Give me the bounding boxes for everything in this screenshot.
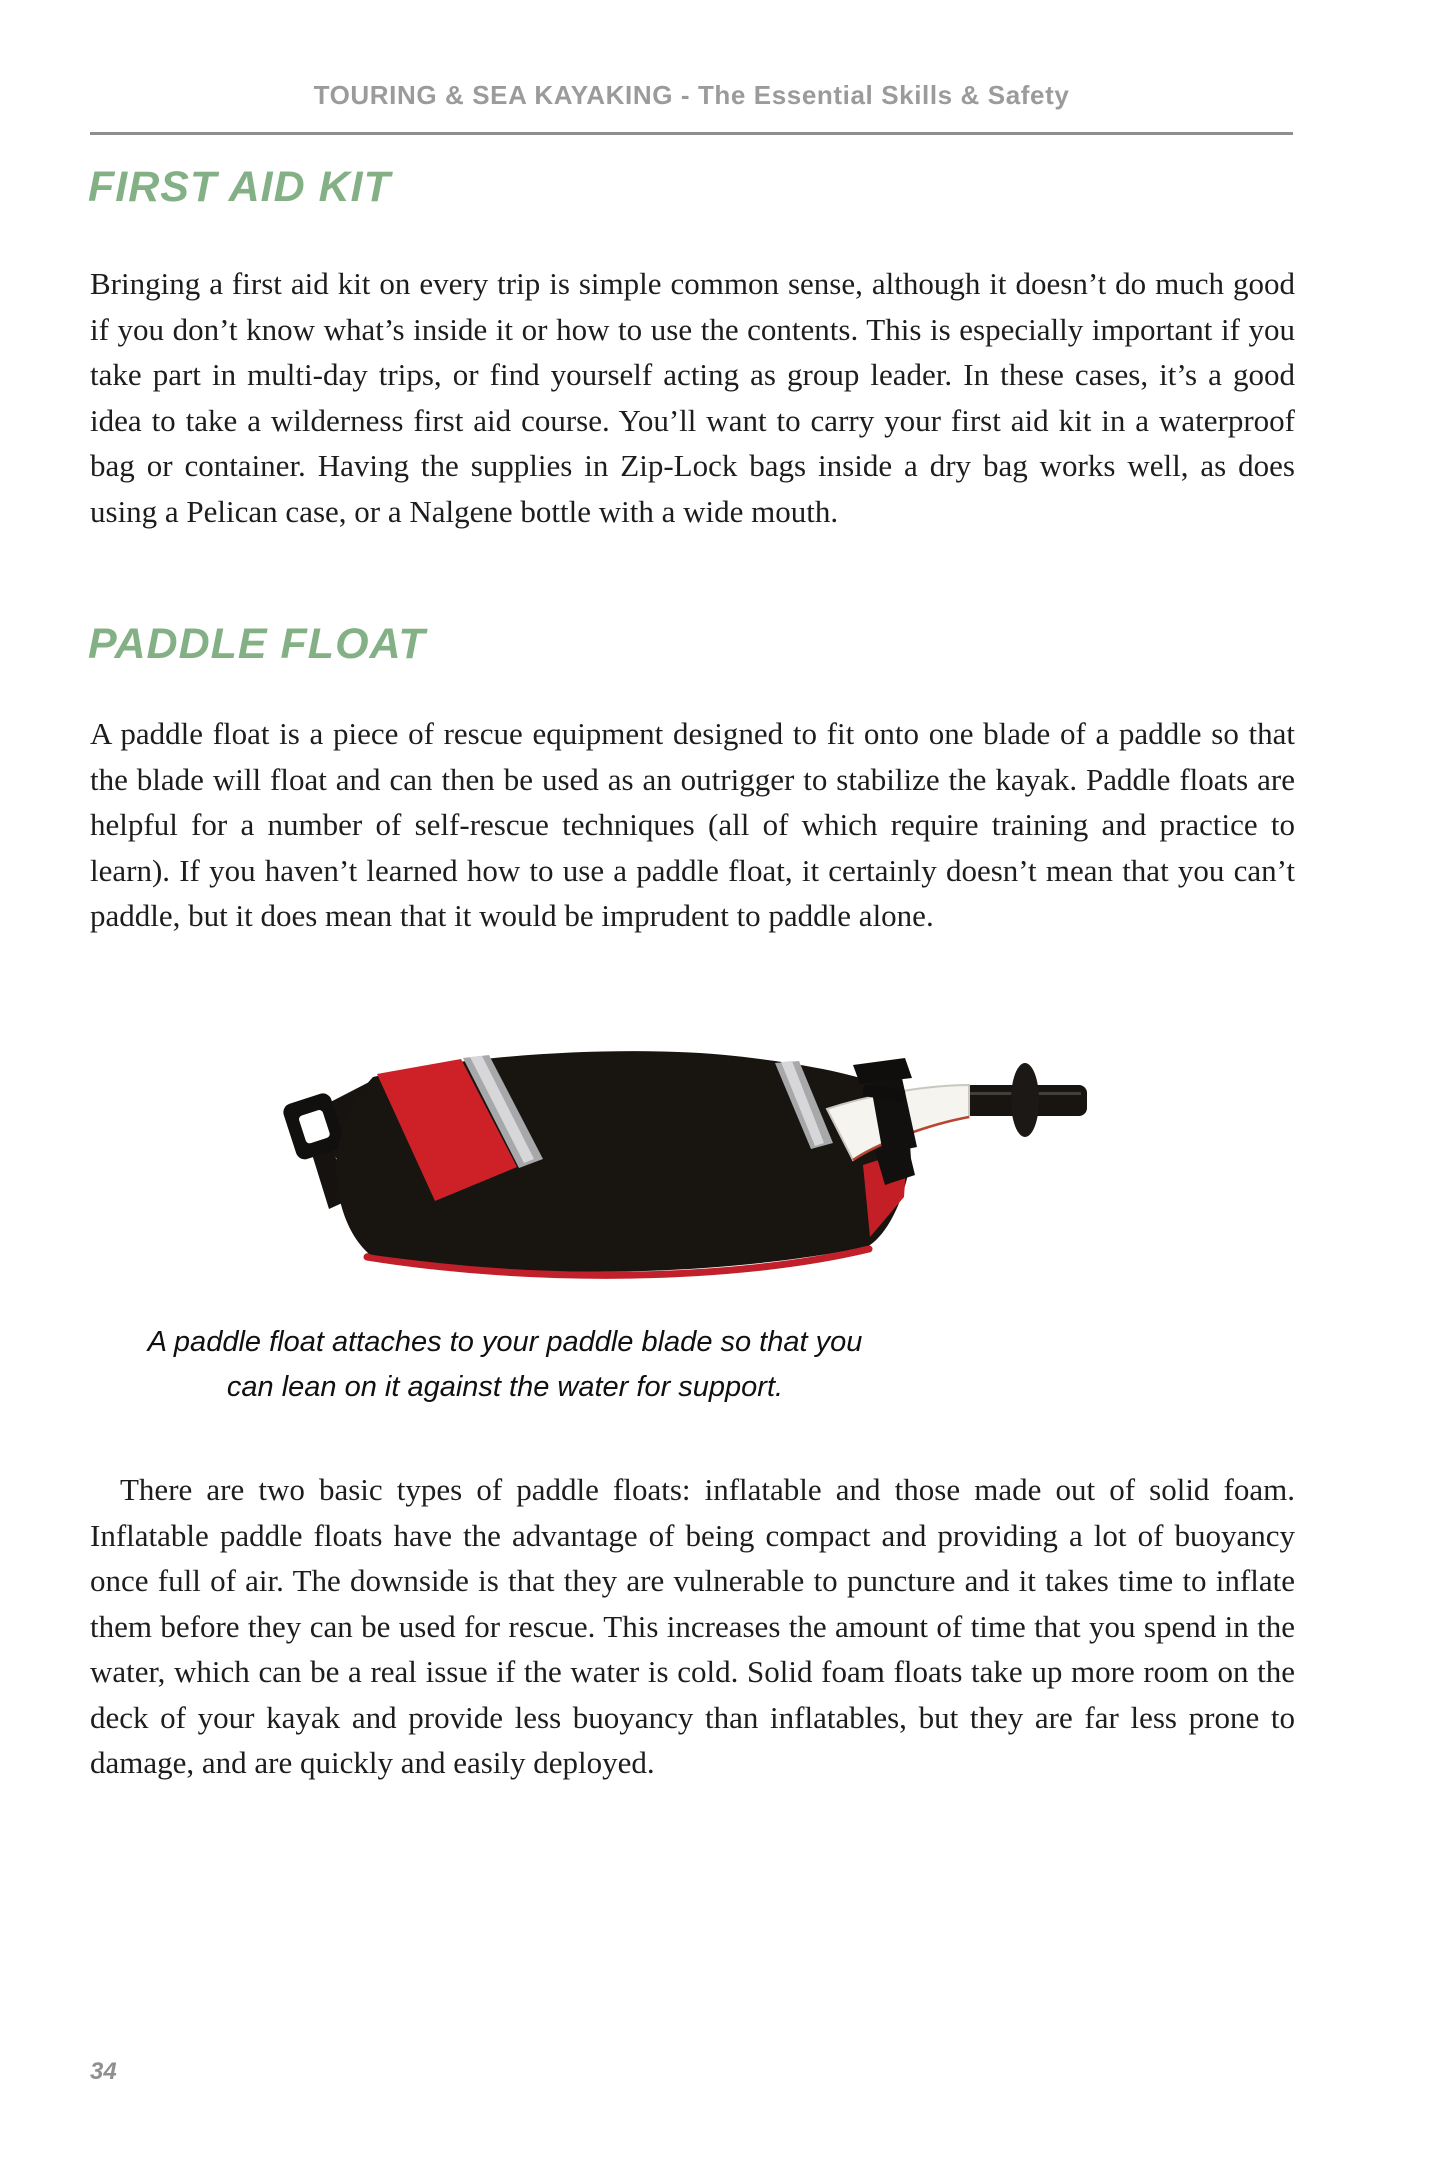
header-rule: [90, 132, 1293, 135]
section-heading-first-aid-kit: FIRST AID KIT: [88, 163, 391, 211]
caption-line: A paddle float attaches to your paddle blade so that you: [147, 1326, 863, 1358]
paddle-float-figure: [215, 1046, 1090, 1288]
body-paragraph: There are two basic types of paddle floats: inflatable and those made out of solid foam. Inflatable paddle floats have the advantage of being compact and providing a lot of buoyancy once full of air. The downside is that they are vulnerable to puncture and it takes time to inflate them before they can be used for rescue. This increases the amount of time that you spend in the water, which can be a real issue if the water is cold. Solid foam floats take up more room on the deck of your kayak and provide less buoyancy than inflatables, but they are far less prone to damage, and are quickly and easily deployed.: [90, 1472, 1295, 1780]
paddle-float-photo: [215, 1046, 1090, 1288]
body-paragraph: A paddle float is a piece of rescue equipment designed to fit onto one blade of a paddle so that the blade will float and can then be used as an outrigger to stabilize the kayak. Paddle floats are helpful for a number of self-rescue techniques (all of which require training and practice to learn). If you haven’t learned how to use a paddle float, it certainly doesn’t mean that you can’t paddle, but it does mean that it would be imprudent to paddle alone.: [90, 716, 1295, 933]
running-header: TOURING & SEA KAYAKING - The Essential Skills & Safety: [313, 80, 1070, 110]
page-number: 34: [90, 2058, 117, 2085]
paddle-float-bag: [336, 1051, 911, 1275]
caption-line: can lean on it against the water for support.: [226, 1371, 784, 1403]
body-paragraph: Bringing a first aid kit on every trip is simple common sense, although it doesn’t do much good if you don’t know what’s inside it or how to use the contents. This is especially important if you take part in multi-day trips, or find yourself acting as group leader. In these cases, it’s a good idea to take a wilderness first aid course. You’ll want to carry your first aid kit in a waterproof bag or container. Having the supplies in Zip-Lock bags inside a dry bag works well, as does using a Pelican case, or a Nalgene bottle with a wide mouth.: [90, 266, 1295, 529]
drip-ring: [1011, 1063, 1039, 1137]
section-heading-paddle-float: PADDLE FLOAT: [88, 620, 426, 668]
figure-caption: [90, 1320, 920, 1410]
